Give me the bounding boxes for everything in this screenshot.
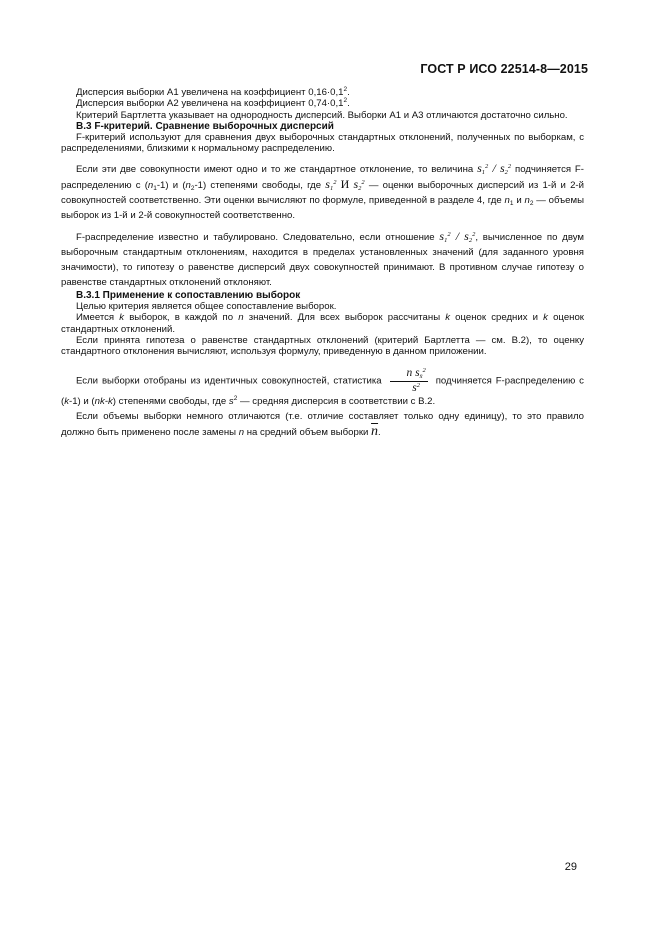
text: n s — [406, 366, 420, 379]
text: n — [238, 312, 244, 324]
superscript: 2 — [343, 97, 348, 105]
paragraph — [61, 229, 584, 290]
paragraph: Целью критерия является общее сопоставление выборок. — [76, 301, 337, 313]
text: k — [119, 312, 125, 324]
fraction-denominator — [390, 382, 428, 395]
text: k — [64, 395, 69, 407]
subscript: x̄ — [419, 372, 423, 380]
text: . — [378, 426, 381, 438]
paragraph: Если принята гипотеза о равенстве стандартных отклонений (критерий Бартлетта — см. В.2), то оценку стандартного отклонения вычисляют, используя формулу, приведенную в данном приложении. — [61, 334, 584, 358]
text: F-распределение известно и табулировано. Следовательно, если отношение — [76, 231, 435, 243]
text: Если объемы выборки немного отличаются (т.е. отличие составляет только одну единицу), то это правило должно быть применено после замены — [61, 410, 584, 438]
paragraph: Критерий Бартлетта указывает на однородность дисперсий. Выборки А1 и А3 отличаются достаточно сильно. — [76, 109, 568, 121]
formula-s1-over-s2: $s_1^2 / s_2^2$ — [477, 160, 512, 176]
formula-s1-squared: $s_1^2$ — [325, 176, 337, 192]
text: -1) и ( — [156, 179, 186, 191]
text: Дисперсия выборки А1 увеличена на коэффициент 0,16·0,1 — [76, 87, 344, 98]
text: значений. Для всех выборок рассчитаны — [248, 312, 441, 324]
text: на средний объем выборки — [246, 426, 369, 438]
section-heading-b3: В.3 F-критерий. Сравнение выборочных дисперсий — [76, 120, 334, 132]
standard-header: ГОСТ Р ИСО 22514-8—2015 — [420, 62, 588, 76]
formula-n-bar: $\overline{n}$ — [371, 423, 379, 439]
text: . — [347, 98, 350, 110]
text: оценок средних и — [455, 312, 539, 324]
formula-fraction-ns2-over-s2 — [390, 367, 428, 395]
text: k — [445, 312, 451, 324]
text: ) степенями свободы, где — [112, 395, 227, 407]
superscript: 2 — [233, 394, 238, 402]
superscript: 2 — [416, 381, 421, 389]
text: n — [185, 179, 191, 191]
text: выборок, в каждой по — [129, 312, 234, 324]
formula-s2-squared: $s_2^2$ — [353, 176, 365, 192]
paragraph: Если выборки отобраны из идентичных совокупностей, статистика $\frac{n s_{x̄}^2}{s^2}$ подчиняется F-распределению с (k-1) и (nk-k) степенями свободы, где $s^2$ — средняя дисперсия в соответствии с В.2. — [61, 366, 584, 407]
subscript: 1 — [153, 184, 157, 192]
document-body — [61, 87, 584, 440]
text: , вычисленное по двум выборочным стандартным отклонениям, находится в пределах установленных значений (для заданного уровня значимости), то гипотезу о равенстве дисперсий двух совокупностей принимают. В противном случае гипотезу о равенстве стандартных отклонений отклоняют. — [61, 231, 584, 288]
text: n — [147, 179, 154, 191]
text: k — [543, 312, 548, 324]
text: подчиняется F-распределению с — [435, 375, 584, 387]
text: s — [412, 381, 417, 394]
paragraph — [61, 312, 584, 335]
text: s — [228, 395, 234, 407]
text: И — [340, 176, 350, 191]
text: — объемы выборок из 1-й и 2-й совокупностей соответственно. — [61, 194, 585, 221]
fraction-numerator — [390, 367, 428, 382]
paragraph — [61, 98, 584, 109]
text: — средняя дисперсия в соответствии с В.2. — [240, 395, 436, 407]
text: n — [238, 426, 245, 438]
text: и — [516, 194, 522, 206]
superscript: 2 — [422, 366, 426, 374]
paragraph — [61, 87, 584, 98]
text: подчиняется F-распределению с ( — [61, 163, 584, 191]
paragraph — [61, 409, 584, 440]
text: оценок стандартных отклонений. — [61, 312, 584, 335]
page-number: 29 — [564, 861, 577, 873]
superscript: 2 — [343, 86, 348, 93]
text: Если выборки отобраны из идентичных совокупностей, статистика — [76, 375, 382, 387]
section-heading-b31: В.3.1 Применение к сопоставлению выборок — [76, 289, 301, 301]
text: . — [347, 87, 350, 98]
text: -1) степенями свободы, где — [194, 179, 322, 191]
text: — оценки выборочных дисперсий из 1-й и 2-й совокупностей соответственно. Эти оценки вычисляют по формуле, приведенной в разделе 4, где — [61, 179, 584, 206]
text: Имеется — [76, 312, 115, 324]
paragraph: F-критерий используют для сравнения двух выборочных стандартных отклонений, полученных по выборкам, с распределениями, близкими к нормальному распределению. — [61, 132, 584, 155]
text: nk-k — [94, 395, 113, 407]
formula-s1-over-s2: $s_1^2 / s_2^2$ — [439, 228, 476, 244]
text: Дисперсия выборки А2 увеличена на коэффициент 0,74·0,1 — [76, 98, 344, 110]
subscript: 2 — [190, 184, 195, 192]
text: Если эти две совокупности имеют одно и то же стандартное отклонение, то величина — [76, 163, 474, 175]
text: -1) и ( — [69, 395, 95, 407]
paragraph: Если эти две совокупности имеют одно и то же стандартное отклонение, то величина $s_1^2 / s_2^2$ подчиняется F-распределению с $(n_1-1)$ и $(n_2-1)$ степенями свободы, где $s_1^2$ И $s_2^2$ — оценки выборочных дисперсий из 1-й и 2-й совокупностей соответственно. Эти оценки вычисляют по формуле, приведенной в разделе 4, где $n_1$ и $n_2$ — объемы выборок из 1-й и 2-й совокупностей соответственно. — [61, 160, 585, 221]
